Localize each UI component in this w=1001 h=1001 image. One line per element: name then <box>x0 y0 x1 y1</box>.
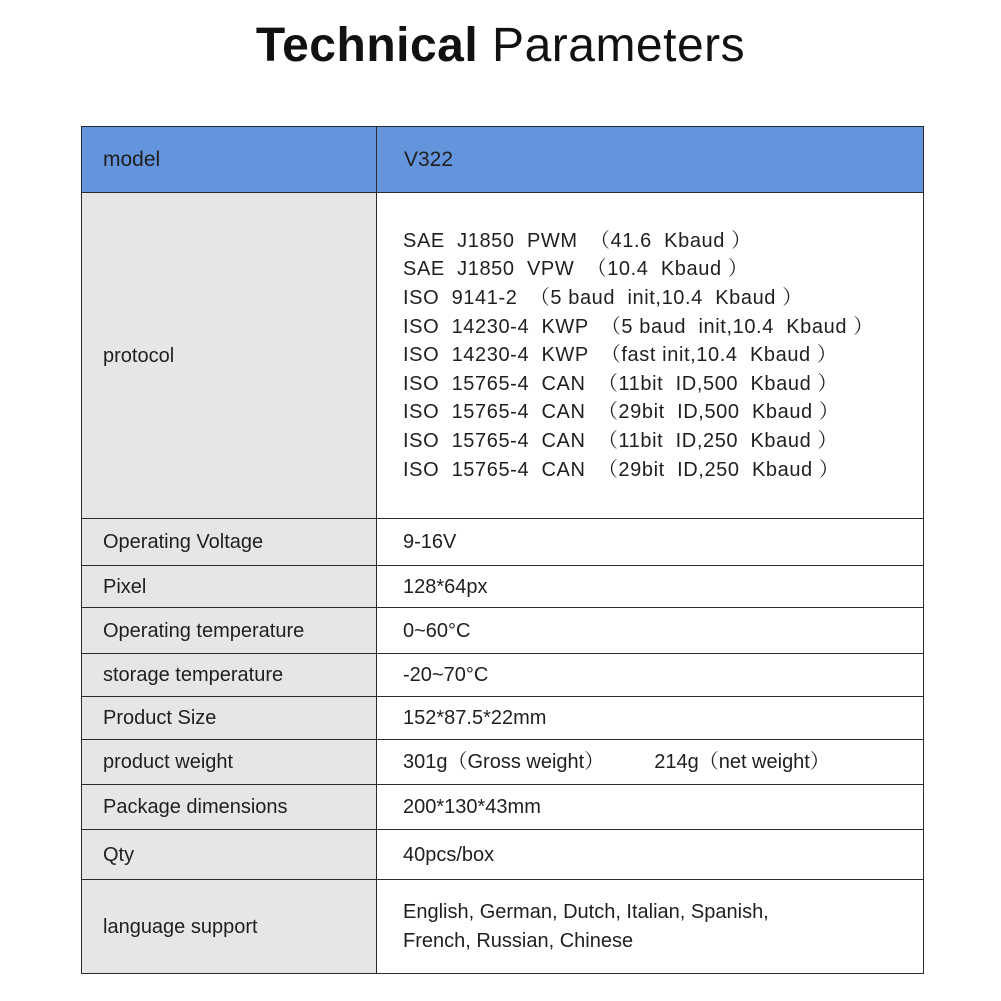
operating-voltage-label: Operating Voltage <box>82 519 377 566</box>
table-row <box>82 697 924 740</box>
language-support-label: language support <box>82 880 377 974</box>
product-weight-label: product weight <box>82 740 377 785</box>
technical-parameters-table <box>81 126 924 974</box>
pixel-label: Pixel <box>82 566 377 608</box>
protocol-line: ISO 15765-4 CAN （29bit ID,500 Kbaud ） <box>403 401 840 424</box>
protocol-line: ISO 14230-4 KWP （fast init,10.4 Kbaud ） <box>403 344 838 367</box>
page-title <box>0 14 1001 78</box>
protocol-line: SAE J1850 PWM （41.6 Kbaud ） <box>403 229 752 252</box>
protocol-row <box>82 193 924 519</box>
language-line: French, Russian, Chinese <box>403 929 634 952</box>
model-label: model <box>82 127 377 193</box>
operating-temperature-label: Operating temperature <box>82 608 377 654</box>
title-light: Parameters <box>492 19 746 72</box>
protocol-list <box>377 193 924 519</box>
protocol-line: ISO 15765-4 CAN （29bit ID,250 Kbaud ） <box>403 458 840 481</box>
product-size-label: Product Size <box>82 697 377 740</box>
pixel-value: 128*64px <box>377 566 924 608</box>
operating-temperature-value: 0~60°C <box>377 608 924 654</box>
storage-temperature-label: storage temperature <box>82 654 377 697</box>
operating-voltage-value: 9-16V <box>377 519 924 566</box>
protocol-line: ISO 15765-4 CAN （11bit ID,500 Kbaud ） <box>403 372 839 395</box>
net-weight: 214g（net weight） <box>654 751 830 773</box>
model-value: V322 <box>377 127 924 193</box>
protocol-line: ISO 14230-4 KWP （5 baud init,10.4 Kbaud ） <box>403 315 874 338</box>
title-bold: Technical <box>255 19 479 72</box>
language-line: English, German, Dutch, Italian, Spanish, <box>403 900 769 923</box>
table-row <box>82 830 924 880</box>
table-row <box>82 654 924 697</box>
table-row <box>82 566 924 608</box>
gross-weight: 301g（Gross weight） <box>403 751 605 773</box>
qty-label: Qty <box>82 830 377 880</box>
table-row <box>82 880 924 974</box>
table-row <box>82 608 924 654</box>
package-dimensions-label: Package dimensions <box>82 785 377 830</box>
table-row <box>82 785 924 830</box>
table-row <box>82 519 924 566</box>
product-weight-value <box>377 740 924 785</box>
protocol-line: SAE J1850 VPW （10.4 Kbaud ） <box>403 258 749 281</box>
qty-value: 40pcs/box <box>377 830 924 880</box>
product-size-value: 152*87.5*22mm <box>377 697 924 740</box>
table-row <box>82 740 924 785</box>
package-dimensions-value: 200*130*43mm <box>377 785 924 830</box>
storage-temperature-value: -20~70°C <box>377 654 924 697</box>
table-header-row <box>82 127 924 193</box>
protocol-label: protocol <box>82 193 377 519</box>
language-support-value <box>377 880 924 974</box>
protocol-line: ISO 9141-2 （5 baud init,10.4 Kbaud ） <box>403 287 803 310</box>
protocol-line: ISO 15765-4 CAN （11bit ID,250 Kbaud ） <box>403 429 839 452</box>
